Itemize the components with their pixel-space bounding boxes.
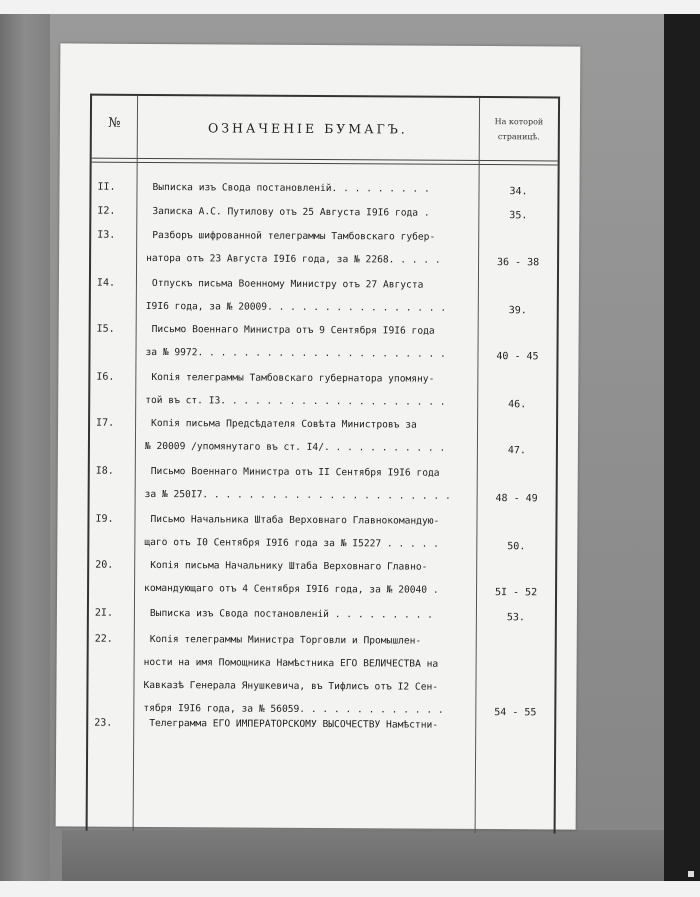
description-line: за № 9972. . . . . . . . . . . . . . . . . . . . . .: [145, 346, 446, 360]
row-description: [145, 366, 477, 414]
row-number: I2.: [97, 205, 116, 217]
row-description: [144, 554, 476, 602]
row-number: I6.: [96, 371, 115, 383]
row-description: [144, 602, 476, 627]
description-line: Кавказѣ Генерала Янушкевича, въ Тифлисъ отъ I2 Сен-: [143, 679, 439, 693]
bottom-strip: [0, 881, 700, 897]
description-line: тября I9I6 года, за № 56059. . . . . . . . . . . . .: [143, 702, 444, 716]
folder-right-edge: [664, 14, 700, 881]
row-number: I9.: [95, 513, 114, 525]
row-description: [145, 318, 477, 366]
description-line: Разборъ шифрованной телеграммы Тамбовскаго губер-: [152, 229, 436, 243]
row-number: 22.: [94, 633, 113, 645]
document-page: [56, 43, 581, 829]
row-description: [144, 508, 476, 556]
row-page-number: 35.: [509, 210, 528, 222]
row-page-number: 36 - 38: [496, 257, 540, 269]
description-line: Телеграмма ЕГО ИМПЕРАТОРСКОМУ ВЫСОЧЕСТВУ Намѣстни-: [149, 717, 439, 731]
description-line: Письмо Начальника Штаба Верховнаго Главнокомандую-: [150, 513, 440, 527]
row-description: [145, 412, 477, 460]
description-line: той въ ст. I3. . . . . . . . . . . . . . . . . . . .: [145, 394, 446, 408]
row-description: [146, 272, 478, 320]
description-line: Выписка изъ Свода постановленій. . . . . . . . .: [152, 181, 430, 195]
row-number: I7.: [96, 417, 115, 429]
header-divider: [92, 158, 558, 162]
row-page-number: 39.: [508, 305, 527, 317]
row-number: I5.: [96, 323, 115, 335]
description-line: Копія телеграммы Министра Торговли и Промышлен-: [149, 633, 422, 647]
description-line: ности на имя Помощника Намѣстника ЕГО ВЕЛИЧЕСТВА на: [143, 656, 439, 670]
row-number: 23.: [94, 717, 113, 729]
folder-bottom-edge: [62, 830, 664, 881]
description-line: Копія телеграммы Тамбовскаго губернатора упомяну-: [151, 371, 435, 385]
row-number: I3.: [97, 229, 116, 241]
description-line: Копія письма Начальнику Штаба Верховнаго Главно-: [150, 559, 428, 573]
row-number: 2I.: [94, 607, 114, 619]
row-number: I8.: [95, 465, 114, 477]
row-number: 20.: [95, 559, 114, 571]
description-line: № 20009 /упомянутаго въ ст. I4/. . . . . . . . . . .: [144, 440, 446, 454]
row-number: I4.: [96, 277, 116, 289]
row-description: [146, 224, 478, 272]
row-description: [143, 628, 476, 722]
header-divider-double: [92, 162, 558, 166]
description-line: натора отъ 23 Августа I9I6 года, за № 2268. . . . .: [146, 252, 441, 266]
top-strip: [0, 0, 700, 14]
row-description: [145, 460, 477, 508]
description-line: Отпускъ письма Военному Министру отъ 27 Августа: [151, 277, 424, 291]
row-description: [146, 200, 478, 225]
row-number: II.: [97, 181, 116, 193]
row-page-number: 53.: [506, 612, 525, 624]
row-page-number: 34.: [509, 186, 528, 198]
number-column-header: №: [108, 115, 121, 131]
page-column-header: На которой страницѣ.: [494, 117, 544, 142]
index-table: [86, 94, 560, 834]
description-line: Письмо Военнаго Министра отъ II Сентября I9I6 года: [150, 465, 440, 479]
description-line: командующаго отъ 4 Сентября I9I6 года, за № 20040 .: [144, 582, 439, 596]
row-page-number: 5I - 52: [494, 587, 538, 599]
description-line: за № 250I7. . . . . . . . . . . . . . . . . . . . . .: [144, 488, 451, 502]
row-page-number: 48 - 49: [495, 493, 538, 505]
row-page-number: 47.: [507, 445, 526, 457]
row-page-number: 46.: [508, 399, 527, 411]
document-title: ОЗНАЧЕНІЕ БУМАГЪ.: [207, 120, 408, 137]
description-line: I9I6 года, за № 20009. . . . . . . . . . . . . . . .: [145, 300, 447, 314]
description-line: Записка А.С. Путилову отъ 25 Августа I9I6 года .: [152, 205, 430, 219]
description-line: Выписка изъ Свода постановленій . . . . . . . . .: [149, 607, 433, 621]
description-line: Копія письма Предсѣдателя Совѣта Министровъ за: [151, 417, 417, 431]
corner-mark: [688, 871, 694, 877]
row-description: [143, 712, 475, 737]
index-row: [92, 176, 558, 198]
description-line: щаго отъ I0 Сентября I9I6 года за № I5227 . . . . .: [144, 536, 439, 550]
row-page-number: 40 - 45: [496, 351, 539, 363]
number-column-divider: [133, 96, 138, 831]
description-line: Письмо Военнаго Министра отъ 9 Сентября I9I6 года: [151, 323, 435, 337]
row-description: [146, 176, 478, 201]
row-page-number: 50.: [507, 541, 526, 553]
row-page-number: 54 - 55: [494, 707, 537, 719]
